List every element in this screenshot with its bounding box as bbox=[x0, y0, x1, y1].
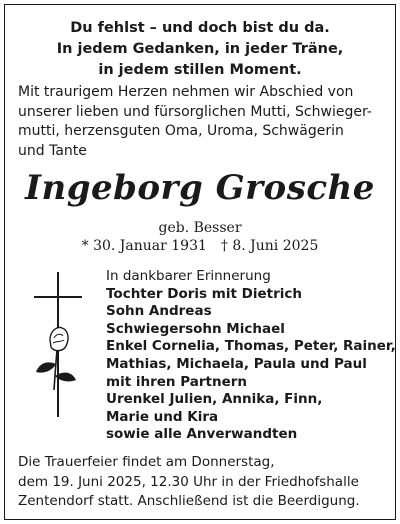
funeral-line: Die Trauerfeier findet am Donnerstag, bbox=[18, 454, 275, 470]
deceased-name: Ingeborg Grosche bbox=[25, 168, 375, 208]
mourners-list bbox=[106, 268, 396, 444]
intro-text bbox=[18, 83, 388, 161]
mourners-lead: In dankbarer Erinnerung bbox=[106, 268, 271, 284]
intro-line: unserer lieben und fürsorglichen Mutti, Schwieger- bbox=[18, 103, 372, 120]
mourner-line: Tochter Doris mit Dietrich bbox=[106, 285, 302, 302]
birth-date: * 30. Januar 1931 bbox=[81, 238, 207, 254]
motto-line: Du fehlst – und doch bist du da. bbox=[70, 20, 330, 36]
mourner-line: Enkel Cornelia, Thomas, Peter, Rainer, bbox=[106, 338, 396, 355]
memorial-symbols bbox=[30, 272, 90, 432]
intro-line: Mit traurigem Herzen nehmen wir Abschied von bbox=[18, 84, 354, 100]
mourner-line: sowie alle Anverwandten bbox=[106, 426, 298, 443]
life-dates bbox=[0, 237, 400, 256]
mourner-line: Urenkel Julien, Annika, Finn, bbox=[106, 391, 323, 408]
intro-line: mutti, herzensguten Oma, Uroma, Schwägerin bbox=[18, 123, 344, 139]
death-date: † 8. Juni 2025 bbox=[220, 238, 319, 254]
funeral-info bbox=[18, 453, 392, 512]
intro-line: und Tante bbox=[18, 142, 87, 159]
mourner-line: Sohn Andreas bbox=[106, 303, 212, 320]
mourner-line: Marie und Kira bbox=[106, 408, 219, 425]
rose-icon bbox=[36, 328, 76, 391]
motto-line: In jedem Gedanken, in jeder Träne, bbox=[56, 41, 344, 57]
mourner-line: mit ihren Partnern bbox=[106, 373, 247, 390]
birth-name: geb. Besser bbox=[158, 220, 242, 236]
motto bbox=[0, 18, 400, 81]
motto-line: in jedem stillen Moment. bbox=[98, 62, 302, 78]
mourner-line: Schwiegersohn Michael bbox=[106, 320, 285, 337]
mourner-line: Mathias, Michaela, Paula und Paul bbox=[106, 355, 367, 372]
funeral-line: dem 19. Juni 2025, 12.30 Uhr in der Friedhofshalle bbox=[18, 473, 359, 490]
funeral-line: Zentendorf statt. Anschließend ist die Beerdigung. bbox=[18, 493, 360, 509]
cross-and-rose bbox=[30, 272, 90, 432]
